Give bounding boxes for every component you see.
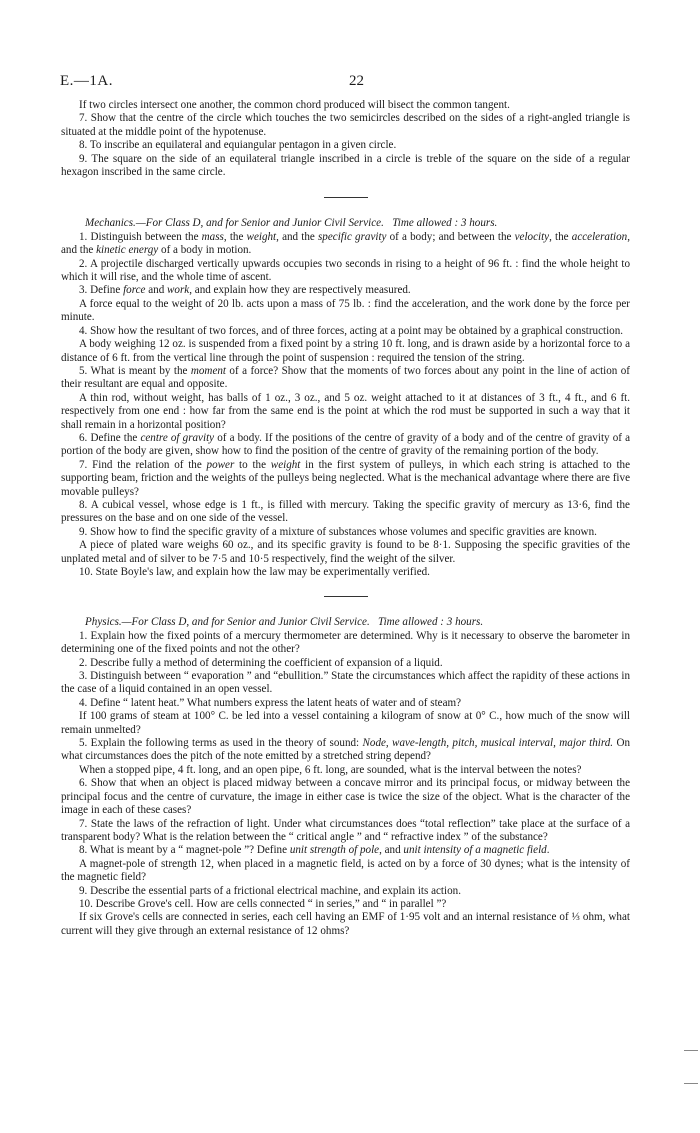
physics-time-allowed: Time allowed : 3 hours. — [378, 616, 484, 629]
physics-title — [61, 616, 630, 629]
physics-question-9: 9. Describe the essential parts of a frictional electrical machine, and explain its action. — [79, 884, 461, 897]
mechanics-question-7: 7. Find the relation of the power to the weight in the first system of pulleys, in which each string is attached to the supporting beam, friction and the weights of the pulleys being neglected. What is the mechanical advantage where there are five movable pulleys? — [61, 458, 631, 498]
physics-question-1: 1. Explain how the fixed points of a mercury thermometer are determined. Why is it necessary to observe the barometer in determining one of the fixed points and not the other? — [61, 629, 630, 656]
physics-question-5: 5. Explain the following terms as used in the theory of sound: Node, wave-length, pitch, musical interval, major third. On what circumstances does the pitch of the note emitted by a stretched string depend? — [61, 737, 631, 763]
mechanics-question-10: 10. State Boyle's law, and explain how the law may be experimentally verified. — [79, 566, 430, 578]
mechanics-heading: Mechanics.—For Class D, and for Senior and Junior Civil Service. — [85, 217, 384, 230]
page-header — [60, 73, 660, 93]
mechanics-question-9: 9. Show how to find the specific gravity of a mixture of substances whose volumes and specific gravities are known. — [79, 525, 597, 538]
physics-question-6: 6. Show that when an object is placed midway between a concave mirror and its principal focus, or midway between the principal focus and the centre of curvature, the image in either case is twice the size of the object. What is the character of the image in each of these cases? — [61, 777, 630, 817]
physics-question-2: 2. Describe fully a method of determining the coefficient of expansion of a liquid. — [79, 656, 443, 669]
geometry-question-9: 9. The square on the side of an equilateral triangle inscribed in a circle is treble of the square on the side of a regular hexagon inscribed in the same circle. — [61, 152, 630, 179]
mechanics-question-3-problem: A force equal to the weight of 20 lb. acts upon a mass of 75 lb. : find the acceleration, and the work done by the force per minute. — [61, 297, 630, 324]
page-number: 22 — [349, 73, 364, 89]
mechanics-time-allowed: Time allowed : 3 hours. — [392, 217, 498, 230]
scan-edge-mark — [684, 1083, 698, 1084]
geometry-section-end — [61, 99, 630, 179]
mechanics-question-4-problem: A body weighing 12 oz. is suspended from a fixed point by a string 10 ft. long, and is drawn aside by a horizontal force to a distance of 6 ft. from the vertical line through the point of suspension : required the tension of the string. — [61, 338, 630, 364]
mechanics-question-3: 3. Define force and work, and explain how they are respectively measured. — [79, 284, 411, 297]
mechanics-question-5-problem: A thin rod, without weight, has balls of 1 oz., 3 oz., and 5 oz. weight attached to it at distances of 3 ft., 4 ft., and 6 ft. respectively from one end : how far from the same end is the point at which the rod must be supported in such a way that it shall remain in a horizontal position? — [61, 391, 630, 431]
physics-question-5-problem: When a stopped pipe, 4 ft. long, and an open pipe, 6 ft. long, are sounded, what is the interval between the notes? — [79, 763, 582, 776]
page-content — [61, 99, 630, 938]
physics-question-8: 8. What is meant by a “ magnet-pole ”? Define unit strength of pole, and unit intensity of a magnetic field. — [79, 844, 550, 857]
mechanics-question-8: 8. A cubical vessel, whose edge is 1 ft., is filled with mercury. Taking the specific gravity of mercury as 13·6, find the pressures on the base and on one side of the vessel. — [61, 498, 630, 525]
physics-section — [61, 616, 630, 938]
geometry-question-6-corollary: If two circles intersect one another, the common chord produced will bisect the common tangent. — [79, 99, 510, 111]
mechanics-question-4: 4. Show how the resultant of two forces, and of three forces, acting at a point may be obtained by a graphical construction. — [79, 324, 624, 337]
mechanics-section — [61, 217, 630, 579]
document-reference: E.—1A. — [60, 73, 113, 89]
scan-edge-mark — [684, 1050, 698, 1051]
physics-question-3: 3. Distinguish between “ evaporation ” and “ebullition.” State the circumstances which affect the rapidity of these actions in the case of a liquid contained in an open vessel. — [61, 670, 630, 696]
geometry-question-8: 8. To inscribe an equilateral and equiangular pentagon in a given circle. — [79, 139, 397, 152]
mechanics-question-2: 2. A projectile discharged vertically upwards occupies two seconds in rising to a height of 96 ft. : find the whole height to which it will rise, and the whole time of ascent. — [61, 257, 630, 284]
mechanics-question-5: 5. What is meant by the moment of a force? Show that the moments of two forces about any point in the line of action of their resultant are equal and opposite. — [61, 364, 630, 391]
physics-question-8-problem: A magnet-pole of strength 12, when placed in a magnetic field, is acted on by a force of 30 dynes; what is the intensity of the magnetic field? — [61, 857, 630, 884]
mechanics-question-1: 1. Distinguish between the mass, the weight, and the specific gravity of a body; and between the velocity, the acceleration, and the kinetic energy of a body in motion. — [61, 230, 631, 257]
mechanics-question-9-problem: A piece of plated ware weighs 60 oz., and its specific gravity is found to be 8·1. Supposing the specific gravities of the unplated metal and of silver to be 7·5 and 10·5 respectively, find the weight of the silver. — [61, 539, 630, 565]
physics-question-10: 10. Describe Grove's cell. How are cells connected “ in series,” and “ in parallel ”? — [79, 897, 447, 910]
physics-question-10-problem: If six Grove's cells are connected in series, each cell having an EMF of 1·95 volt and an internal resistance of ⅓ ohm, what current will they give through an external resistance of 12 ohms? — [61, 911, 630, 937]
physics-heading: Physics.—For Class D, and for Senior and Junior Civil Service. — [85, 616, 370, 629]
geometry-question-7: 7. Show that the centre of the circle which touches the two semicircles described on the sides of a right-angled triangle is situated at the middle point of the hypotenuse. — [61, 112, 630, 138]
mechanics-question-6: 6. Define the centre of gravity of a body. If the positions of the centre of gravity of a body and of the centre of gravity of a portion of the body are given, show how to find the position of the centre of gravity of the remaining portion of the body. — [61, 431, 630, 458]
mechanics-title — [61, 217, 630, 230]
physics-question-4: 4. Define “ latent heat.” What numbers express the latent heats of water and of steam? — [79, 696, 462, 709]
physics-question-7: 7. State the laws of the refraction of light. Under what circumstances does “total reflection” take place at the surface of a transparent body? What is the relation between the “ critical angle ” and “ refractive index ” of the substance? — [61, 817, 630, 843]
physics-question-4-problem: If 100 grams of steam at 100° C. be led into a vessel containing a kilogram of snow at 0° C., how much of the snow will remain unmelted? — [61, 710, 630, 736]
